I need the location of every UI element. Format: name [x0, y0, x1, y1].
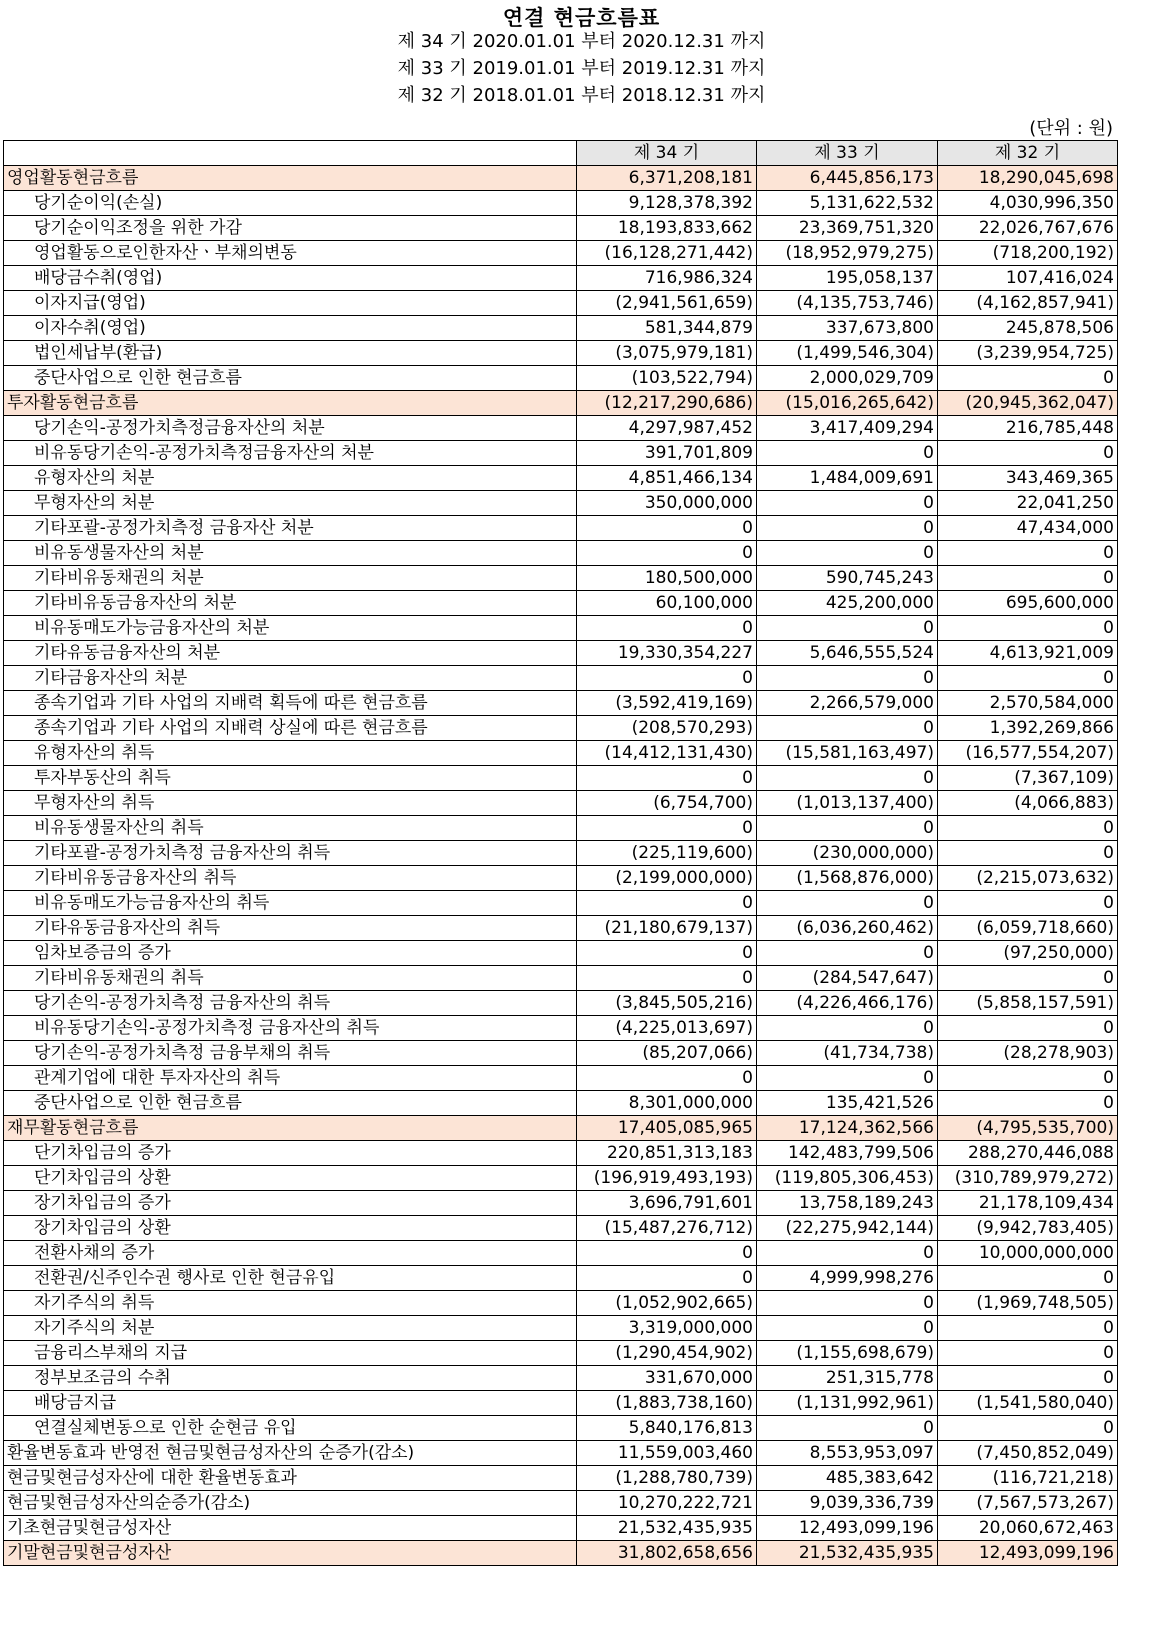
value-period-34: (1,883,738,160) — [577, 1391, 757, 1416]
value-period-32: 107,416,024 — [938, 266, 1118, 291]
row-label: 기타포괄-공정가치측정 금융자산의 취득 — [4, 841, 577, 866]
value-period-32: 0 — [938, 841, 1118, 866]
value-period-34: (1,288,780,739) — [577, 1466, 757, 1491]
table-row — [4, 1516, 1118, 1541]
row-label: 단기차입금의 상환 — [4, 1166, 577, 1191]
value-period-33: 12,493,099,196 — [757, 1516, 938, 1541]
table-row — [4, 366, 1118, 391]
value-period-33: 0 — [757, 441, 938, 466]
table-row — [4, 941, 1118, 966]
row-label: 배당금지급 — [4, 1391, 577, 1416]
row-label: 기초현금및현금성자산 — [4, 1516, 577, 1541]
value-period-32: (20,945,362,047) — [938, 391, 1118, 416]
value-period-33: 135,421,526 — [757, 1091, 938, 1116]
value-period-34: 9,128,378,392 — [577, 191, 757, 216]
value-period-32: 0 — [938, 441, 1118, 466]
value-period-32: 12,493,099,196 — [938, 1541, 1118, 1566]
row-label: 영업활동현금흐름 — [4, 166, 577, 191]
value-period-34: 0 — [577, 616, 757, 641]
value-period-33: 5,646,555,524 — [757, 641, 938, 666]
row-label: 기타비유동채권의 처분 — [4, 566, 577, 591]
value-period-33: 17,124,362,566 — [757, 1116, 938, 1141]
row-label: 전환사채의 증가 — [4, 1241, 577, 1266]
value-period-34: 350,000,000 — [577, 491, 757, 516]
value-period-34: (3,592,419,169) — [577, 691, 757, 716]
value-period-34: 0 — [577, 516, 757, 541]
value-period-34: 60,100,000 — [577, 591, 757, 616]
value-period-34: 4,297,987,452 — [577, 416, 757, 441]
table-row — [4, 691, 1118, 716]
value-period-34: (6,754,700) — [577, 791, 757, 816]
value-period-32: 0 — [938, 541, 1118, 566]
table-row — [4, 991, 1118, 1016]
value-period-32: (310,789,979,272) — [938, 1166, 1118, 1191]
value-period-32: (4,795,535,700) — [938, 1116, 1118, 1141]
period-line-32: 제 32 기 2018.01.01 부터 2018.12.31 까지 — [397, 85, 766, 106]
value-period-32: 0 — [938, 666, 1118, 691]
value-period-32: 1,392,269,866 — [938, 716, 1118, 741]
value-period-33: 8,553,953,097 — [757, 1441, 938, 1466]
value-period-33: 1,484,009,691 — [757, 466, 938, 491]
table-row — [4, 1066, 1118, 1091]
value-period-32: 0 — [938, 616, 1118, 641]
row-label: 기타비유동금융자산의 취득 — [4, 866, 577, 891]
row-label: 중단사업으로 인한 현금흐름 — [4, 366, 577, 391]
value-period-33: 0 — [757, 1241, 938, 1266]
value-period-32: 0 — [938, 966, 1118, 991]
table-row — [4, 216, 1118, 241]
value-period-32: 0 — [938, 1366, 1118, 1391]
value-period-34: 5,840,176,813 — [577, 1416, 757, 1441]
table-row — [4, 916, 1118, 941]
value-period-33: (22,275,942,144) — [757, 1216, 938, 1241]
section-row — [4, 1541, 1118, 1566]
value-period-34: (196,919,493,193) — [577, 1166, 757, 1191]
value-period-32: 0 — [938, 1341, 1118, 1366]
value-period-34: (85,207,066) — [577, 1041, 757, 1066]
value-period-34: 581,344,879 — [577, 316, 757, 341]
value-period-33: 0 — [757, 891, 938, 916]
table-row — [4, 1391, 1118, 1416]
value-period-32: 0 — [938, 366, 1118, 391]
value-period-34: 19,330,354,227 — [577, 641, 757, 666]
value-period-34: 180,500,000 — [577, 566, 757, 591]
section-row — [4, 166, 1118, 191]
value-period-33: 485,383,642 — [757, 1466, 938, 1491]
value-period-34: (12,217,290,686) — [577, 391, 757, 416]
value-period-33: 337,673,800 — [757, 316, 938, 341]
value-period-34: 6,371,208,181 — [577, 166, 757, 191]
row-label: 기타유동금융자산의 처분 — [4, 641, 577, 666]
value-period-32: (2,215,073,632) — [938, 866, 1118, 891]
period-line-34: 제 34 기 2020.01.01 부터 2020.12.31 까지 — [397, 31, 766, 52]
value-period-33: (230,000,000) — [757, 841, 938, 866]
value-period-33: (1,499,546,304) — [757, 341, 938, 366]
value-period-34: 10,270,222,721 — [577, 1491, 757, 1516]
row-label: 영업활동으로인한자산ㆍ부채의변동 — [4, 241, 577, 266]
value-period-33: (1,131,992,961) — [757, 1391, 938, 1416]
value-period-34: (16,128,271,442) — [577, 241, 757, 266]
row-label: 기타비유동금융자산의 처분 — [4, 591, 577, 616]
value-period-32: 2,570,584,000 — [938, 691, 1118, 716]
row-label: 현금및현금성자산에 대한 환율변동효과 — [4, 1466, 577, 1491]
table-row — [4, 416, 1118, 441]
value-period-33: 13,758,189,243 — [757, 1191, 938, 1216]
cash-flow-table — [3, 140, 1118, 1566]
row-label: 비유동매도가능금융자산의 취득 — [4, 891, 577, 916]
value-period-32: 0 — [938, 566, 1118, 591]
value-period-33: (1,013,137,400) — [757, 791, 938, 816]
row-label: 기타유동금융자산의 취득 — [4, 916, 577, 941]
header-period-33: 제 33 기 — [757, 141, 938, 166]
value-period-32: 18,290,045,698 — [938, 166, 1118, 191]
row-label: 당기손익-공정가치측정 금융부채의 취득 — [4, 1041, 577, 1066]
value-period-34: 220,851,313,183 — [577, 1141, 757, 1166]
value-period-32: 0 — [938, 1016, 1118, 1041]
value-period-34: 3,696,791,601 — [577, 1191, 757, 1216]
value-period-34: 0 — [577, 766, 757, 791]
header-period-32: 제 32 기 — [938, 141, 1118, 166]
value-period-33: 0 — [757, 716, 938, 741]
value-period-33: 2,000,029,709 — [757, 366, 938, 391]
row-label: 투자부동산의 취득 — [4, 766, 577, 791]
value-period-33: 0 — [757, 541, 938, 566]
table-row — [4, 1316, 1118, 1341]
row-label: 연결실체변동으로 인한 순현금 유입 — [4, 1416, 577, 1441]
value-period-32: (1,541,580,040) — [938, 1391, 1118, 1416]
value-period-33: 0 — [757, 666, 938, 691]
row-label: 정부보조금의 수취 — [4, 1366, 577, 1391]
value-period-33: 21,532,435,935 — [757, 1541, 938, 1566]
value-period-34: 8,301,000,000 — [577, 1091, 757, 1116]
value-period-33: (4,135,753,746) — [757, 291, 938, 316]
value-period-32: 22,026,767,676 — [938, 216, 1118, 241]
value-period-34: 4,851,466,134 — [577, 466, 757, 491]
value-period-32: (6,059,718,660) — [938, 916, 1118, 941]
row-label: 유형자산의 취득 — [4, 741, 577, 766]
value-period-33: 0 — [757, 1316, 938, 1341]
table-row — [4, 1216, 1118, 1241]
value-period-32: (16,577,554,207) — [938, 741, 1118, 766]
table-row — [4, 566, 1118, 591]
value-period-32: (1,969,748,505) — [938, 1291, 1118, 1316]
row-label: 당기순이익조정을 위한 가감 — [4, 216, 577, 241]
value-period-32: (97,250,000) — [938, 941, 1118, 966]
table-row — [4, 766, 1118, 791]
value-period-33: 0 — [757, 516, 938, 541]
table-row — [4, 1266, 1118, 1291]
table-row — [4, 1491, 1118, 1516]
row-label: 환율변동효과 반영전 현금및현금성자산의 순증가(감소) — [4, 1441, 577, 1466]
table-row — [4, 1016, 1118, 1041]
table-row — [4, 791, 1118, 816]
table-row — [4, 1441, 1118, 1466]
row-label: 현금및현금성자산의순증가(감소) — [4, 1491, 577, 1516]
table-row — [4, 841, 1118, 866]
row-label: 유형자산의 처분 — [4, 466, 577, 491]
table-row — [4, 1366, 1118, 1391]
value-period-34: 0 — [577, 891, 757, 916]
table-row — [4, 266, 1118, 291]
section-row — [4, 1116, 1118, 1141]
section-row — [4, 391, 1118, 416]
table-row — [4, 541, 1118, 566]
table-row — [4, 816, 1118, 841]
row-label: 기타금융자산의 처분 — [4, 666, 577, 691]
row-label: 비유동생물자산의 처분 — [4, 541, 577, 566]
value-period-34: (3,845,505,216) — [577, 991, 757, 1016]
value-period-34: 31,802,658,656 — [577, 1541, 757, 1566]
row-label: 법인세납부(환급) — [4, 341, 577, 366]
value-period-34: (4,225,013,697) — [577, 1016, 757, 1041]
value-period-34: (14,412,131,430) — [577, 741, 757, 766]
header-label-cell — [4, 141, 577, 166]
row-label: 무형자산의 처분 — [4, 491, 577, 516]
row-label: 임차보증금의 증가 — [4, 941, 577, 966]
value-period-34: 11,559,003,460 — [577, 1441, 757, 1466]
header-row — [4, 141, 1118, 166]
row-label: 배당금수취(영업) — [4, 266, 577, 291]
value-period-34: (2,199,000,000) — [577, 866, 757, 891]
value-period-33: 23,369,751,320 — [757, 216, 938, 241]
value-period-33: (15,016,265,642) — [757, 391, 938, 416]
row-label: 투자활동현금흐름 — [4, 391, 577, 416]
value-period-34: 0 — [577, 1266, 757, 1291]
value-period-32: 21,178,109,434 — [938, 1191, 1118, 1216]
value-period-33: 142,483,799,506 — [757, 1141, 938, 1166]
value-period-34: (103,522,794) — [577, 366, 757, 391]
value-period-32: 20,060,672,463 — [938, 1516, 1118, 1541]
value-period-33: (41,734,738) — [757, 1041, 938, 1066]
value-period-32: (7,367,109) — [938, 766, 1118, 791]
value-period-32: (4,066,883) — [938, 791, 1118, 816]
value-period-33: (119,805,306,453) — [757, 1166, 938, 1191]
value-period-32: 10,000,000,000 — [938, 1241, 1118, 1266]
row-label: 단기차입금의 증가 — [4, 1141, 577, 1166]
row-label: 이자지급(영업) — [4, 291, 577, 316]
table-row — [4, 1466, 1118, 1491]
value-period-34: 716,986,324 — [577, 266, 757, 291]
row-label: 기타포괄-공정가치측정 금융자산 처분 — [4, 516, 577, 541]
table-row — [4, 191, 1118, 216]
value-period-33: 0 — [757, 1016, 938, 1041]
unit-label: (단위 : 원) — [1029, 118, 1113, 139]
table-row — [4, 1341, 1118, 1366]
row-label: 비유동매도가능금융자산의 처분 — [4, 616, 577, 641]
period-line-33: 제 33 기 2019.01.01 부터 2019.12.31 까지 — [397, 58, 766, 79]
value-period-32: 695,600,000 — [938, 591, 1118, 616]
value-period-32: 0 — [938, 1316, 1118, 1341]
value-period-34: 0 — [577, 941, 757, 966]
table-row — [4, 341, 1118, 366]
value-period-32: 0 — [938, 1266, 1118, 1291]
value-period-33: (1,155,698,679) — [757, 1341, 938, 1366]
row-label: 금융리스부채의 지급 — [4, 1341, 577, 1366]
value-period-34: (15,487,276,712) — [577, 1216, 757, 1241]
value-period-32: 22,041,250 — [938, 491, 1118, 516]
row-label: 비유동생물자산의 취득 — [4, 816, 577, 841]
table-row — [4, 1241, 1118, 1266]
table-row — [4, 1141, 1118, 1166]
value-period-32: 0 — [938, 1091, 1118, 1116]
value-period-32: (116,721,218) — [938, 1466, 1118, 1491]
value-period-33: (1,568,876,000) — [757, 866, 938, 891]
value-period-34: 21,532,435,935 — [577, 1516, 757, 1541]
value-period-33: 590,745,243 — [757, 566, 938, 591]
value-period-32: 4,613,921,009 — [938, 641, 1118, 666]
table-row — [4, 491, 1118, 516]
value-period-33: 0 — [757, 816, 938, 841]
table-row — [4, 1191, 1118, 1216]
value-period-33: 2,266,579,000 — [757, 691, 938, 716]
value-period-32: 343,469,365 — [938, 466, 1118, 491]
table-row — [4, 891, 1118, 916]
value-period-34: 18,193,833,662 — [577, 216, 757, 241]
value-period-34: 0 — [577, 1241, 757, 1266]
value-period-34: 391,701,809 — [577, 441, 757, 466]
row-label: 전환권/신주인수권 행사로 인한 현금유입 — [4, 1266, 577, 1291]
table-row — [4, 316, 1118, 341]
row-label: 이자수취(영업) — [4, 316, 577, 341]
value-period-33: 0 — [757, 491, 938, 516]
row-label: 당기순이익(손실) — [4, 191, 577, 216]
value-period-33: (6,036,260,462) — [757, 916, 938, 941]
table-row — [4, 466, 1118, 491]
table-row — [4, 666, 1118, 691]
value-period-33: (18,952,979,275) — [757, 241, 938, 266]
value-period-33: 6,445,856,173 — [757, 166, 938, 191]
value-period-32: (9,942,783,405) — [938, 1216, 1118, 1241]
value-period-34: 17,405,085,965 — [577, 1116, 757, 1141]
row-label: 재무활동현금흐름 — [4, 1116, 577, 1141]
value-period-33: 9,039,336,739 — [757, 1491, 938, 1516]
row-label: 당기손익-공정가치측정 금융자산의 취득 — [4, 991, 577, 1016]
value-period-32: 0 — [938, 1416, 1118, 1441]
value-period-33: (284,547,647) — [757, 966, 938, 991]
value-period-32: 47,434,000 — [938, 516, 1118, 541]
value-period-32: 4,030,996,350 — [938, 191, 1118, 216]
table-row — [4, 616, 1118, 641]
value-period-32: 0 — [938, 816, 1118, 841]
value-period-33: 4,999,998,276 — [757, 1266, 938, 1291]
value-period-32: (5,858,157,591) — [938, 991, 1118, 1016]
table-row — [4, 241, 1118, 266]
value-period-33: 0 — [757, 941, 938, 966]
value-period-33: 425,200,000 — [757, 591, 938, 616]
value-period-33: 195,058,137 — [757, 266, 938, 291]
value-period-34: (2,941,561,659) — [577, 291, 757, 316]
table-row — [4, 1091, 1118, 1116]
value-period-34: 0 — [577, 541, 757, 566]
value-period-32: 216,785,448 — [938, 416, 1118, 441]
row-label: 비유동당기손익-공정가치측정 금융자산의 취득 — [4, 1016, 577, 1041]
value-period-33: 0 — [757, 616, 938, 641]
value-period-32: (28,278,903) — [938, 1041, 1118, 1066]
value-period-34: 0 — [577, 966, 757, 991]
header-period-34: 제 34 기 — [577, 141, 757, 166]
value-period-33: 5,131,622,532 — [757, 191, 938, 216]
table-row — [4, 1166, 1118, 1191]
row-label: 자기주식의 처분 — [4, 1316, 577, 1341]
row-label: 비유동당기손익-공정가치측정금융자산의 처분 — [4, 441, 577, 466]
table-row — [4, 291, 1118, 316]
table-row — [4, 716, 1118, 741]
value-period-32: (3,239,954,725) — [938, 341, 1118, 366]
table-row — [4, 1041, 1118, 1066]
value-period-33: (15,581,163,497) — [757, 741, 938, 766]
table-row — [4, 591, 1118, 616]
table-row — [4, 966, 1118, 991]
row-label: 장기차입금의 증가 — [4, 1191, 577, 1216]
value-period-34: 0 — [577, 666, 757, 691]
row-label: 무형자산의 취득 — [4, 791, 577, 816]
value-period-32: (718,200,192) — [938, 241, 1118, 266]
row-label: 종속기업과 기타 사업의 지배력 획득에 따른 현금흐름 — [4, 691, 577, 716]
value-period-34: 331,670,000 — [577, 1366, 757, 1391]
value-period-33: 251,315,778 — [757, 1366, 938, 1391]
value-period-32: 245,878,506 — [938, 316, 1118, 341]
value-period-34: (3,075,979,181) — [577, 341, 757, 366]
value-period-33: 0 — [757, 1291, 938, 1316]
table-row — [4, 866, 1118, 891]
value-period-34: (1,290,454,902) — [577, 1341, 757, 1366]
table-row — [4, 516, 1118, 541]
row-label: 기타비유동채권의 취득 — [4, 966, 577, 991]
value-period-33: 0 — [757, 1066, 938, 1091]
table-row — [4, 1291, 1118, 1316]
value-period-32: (4,162,857,941) — [938, 291, 1118, 316]
value-period-32: 0 — [938, 891, 1118, 916]
value-period-34: (21,180,679,137) — [577, 916, 757, 941]
row-label: 당기손익-공정가치측정금융자산의 처분 — [4, 416, 577, 441]
value-period-33: (4,226,466,176) — [757, 991, 938, 1016]
value-period-34: (1,052,902,665) — [577, 1291, 757, 1316]
value-period-34: 3,319,000,000 — [577, 1316, 757, 1341]
value-period-32: (7,567,573,267) — [938, 1491, 1118, 1516]
value-period-32: 288,270,446,088 — [938, 1141, 1118, 1166]
table-row — [4, 441, 1118, 466]
row-label: 장기차입금의 상환 — [4, 1216, 577, 1241]
row-label: 기말현금및현금성자산 — [4, 1541, 577, 1566]
table-body — [4, 166, 1118, 1566]
row-label: 관계기업에 대한 투자자산의 취득 — [4, 1066, 577, 1091]
value-period-34: (225,119,600) — [577, 841, 757, 866]
row-label: 중단사업으로 인한 현금흐름 — [4, 1091, 577, 1116]
table-row — [4, 1416, 1118, 1441]
row-label: 종속기업과 기타 사업의 지배력 상실에 따른 현금흐름 — [4, 716, 577, 741]
table-row — [4, 741, 1118, 766]
value-period-33: 0 — [757, 1416, 938, 1441]
value-period-33: 0 — [757, 766, 938, 791]
value-period-34: 0 — [577, 1066, 757, 1091]
table-row — [4, 641, 1118, 666]
value-period-32: 0 — [938, 1066, 1118, 1091]
value-period-34: (208,570,293) — [577, 716, 757, 741]
statement-title: 연결 현금흐름표 — [502, 6, 661, 30]
row-label: 자기주식의 취득 — [4, 1291, 577, 1316]
value-period-34: 0 — [577, 816, 757, 841]
value-period-33: 3,417,409,294 — [757, 416, 938, 441]
value-period-32: (7,450,852,049) — [938, 1441, 1118, 1466]
